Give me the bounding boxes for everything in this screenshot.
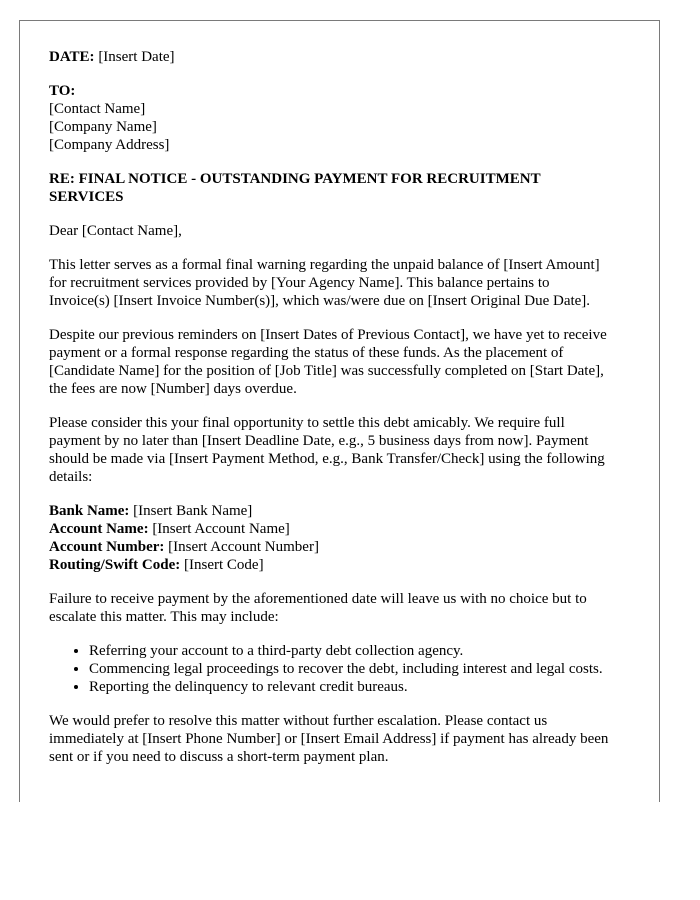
subject-line: RE: FINAL NOTICE - OUTSTANDING PAYMENT FOR RECRUITMENT SERVICES: [49, 171, 541, 205]
paragraph-contact-request: We would prefer to resolve this matter without further escalation. Please contact us immediately at [Insert Phone Number] or [Insert Email Address] if payment has already been sent or if you need to discuss a short-term payment plan.: [49, 713, 609, 765]
paragraph-escalation: Failure to receive payment by the aforementioned date will leave us with no choice but to escalate this matter. This may include:: [49, 591, 587, 625]
bank-name-line: [49, 502, 609, 520]
bank-name-value: [Insert Bank Name]: [129, 503, 253, 519]
paragraph-final-opportunity: Please consider this your final opportunity to settle this debt amicably. We require full payment by no later than [Insert Deadline Date, e.g., 5 business days from now]. Payment should be made via [Insert Payment Method, e.g., Bank Transfer/Check] using the following details:: [49, 415, 605, 485]
date-value: [Insert Date]: [94, 49, 175, 65]
recipient-company-address: [Company Address]: [49, 137, 170, 153]
paragraph-unpaid-balance: This letter serves as a formal final warning regarding the unpaid balance of [Insert Amount] for recruitment services provided by [Your Agency Name]. This balance pertains to Invoice(s) [Insert Invoice Number(s)], which was/were due on [Insert Original Due Date].: [49, 257, 600, 309]
account-number-line: [49, 538, 609, 556]
list-item: • Reporting the delinquency to relevant credit bureaus.: [89, 678, 609, 696]
account-number-label: Account Number:: [49, 539, 165, 555]
bank-name-label: Bank Name:: [49, 503, 130, 519]
recipient-block: [49, 82, 609, 154]
list-item: • Commencing legal proceedings to recover the debt, including interest and legal costs.: [89, 660, 609, 678]
salutation: Dear [Contact Name],: [49, 223, 182, 239]
recipient-company-name: [Company Name]: [49, 119, 157, 135]
paragraph-previous-reminders: Despite our previous reminders on [Insert Dates of Previous Contact], we have yet to receive payment or a formal response regarding the status of these funds. As the placement of [Candidate Name] for the position of [Job Title] was successfully completed on [Start Date], the fees are now [Number] days overdue.: [49, 327, 607, 397]
account-number-value: [Insert Account Number]: [164, 539, 319, 555]
account-name-label: Account Name:: [49, 521, 149, 537]
date-line: [49, 48, 609, 66]
letter-body: [49, 48, 609, 782]
account-name-value: [Insert Account Name]: [148, 521, 290, 537]
routing-code-label: Routing/Swift Code:: [49, 557, 181, 573]
bank-details: [49, 502, 609, 574]
routing-code-value: [Insert Code]: [180, 557, 264, 573]
recipient-contact-name: [Contact Name]: [49, 101, 146, 117]
letter-page: [19, 20, 660, 802]
to-label: TO:: [49, 83, 76, 99]
consequences-list: [49, 642, 609, 696]
date-label: DATE:: [49, 49, 95, 65]
routing-code-line: [49, 556, 609, 574]
list-item: • Referring your account to a third-party debt collection agency.: [89, 642, 609, 660]
account-name-line: [49, 520, 609, 538]
